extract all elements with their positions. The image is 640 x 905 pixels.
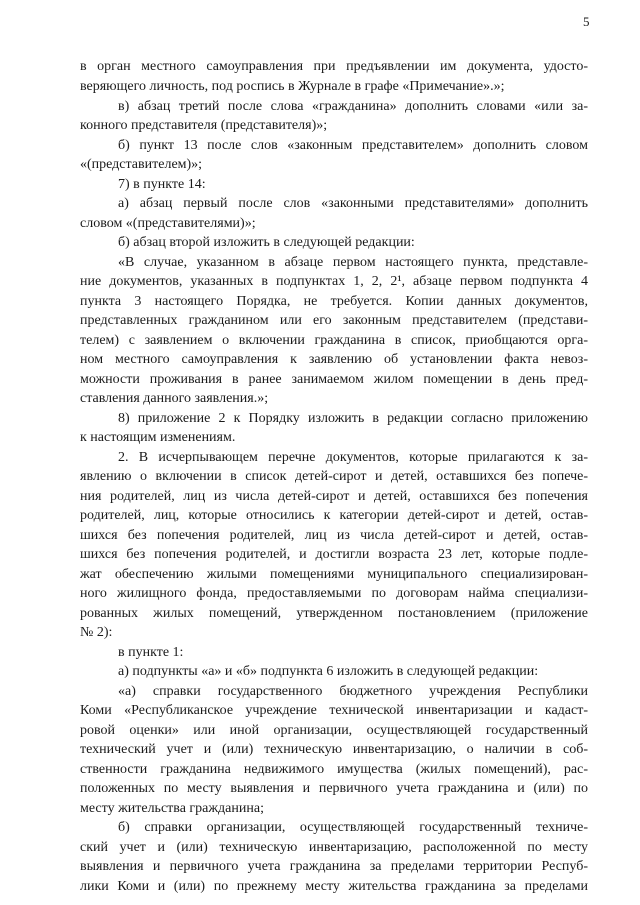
text-line: б) справки организации, осуществляющей государственный техниче- bbox=[118, 820, 588, 835]
text-line: рованных жилых помещений, утвержденном постановлением (приложение bbox=[80, 606, 588, 621]
text-line: № 2): bbox=[80, 625, 113, 640]
text-line: положенных по месту выявления и первичного учета гражданина и (или) по bbox=[80, 781, 588, 796]
text-line: пункта 3 настоящего Порядка, не требуется. Копии данных документов, bbox=[80, 294, 588, 309]
text-line: жат обеспечению жилыми помещениями муниципального специализирован- bbox=[80, 567, 588, 582]
text-line: лики Коми и (или) по прежнему месту жительства гражданина за пределами bbox=[80, 879, 588, 894]
text-line: выявления и первичного учета гражданина за пределами территории Респуб- bbox=[80, 859, 588, 874]
text-line: шихся без попечения родителей, и достигли возраста 23 лет, которые подле- bbox=[80, 547, 588, 562]
text-line: месту жительства гражданина; bbox=[80, 801, 264, 816]
text-line: шихся без попечения родителей, лиц из числа детей-сирот и детей, остав- bbox=[80, 528, 588, 543]
text-line: веряющего личность, под роспись в Журнале в графе «Примечание».»; bbox=[80, 79, 505, 94]
text-line: телем) с заявлением о включении гражданина в список, приобщаются орга- bbox=[80, 333, 588, 348]
text-line: «а) справки государственного бюджетного учреждения Республики bbox=[118, 684, 588, 699]
text-line: в) абзац третий после слова «гражданина» дополнить словами «или за- bbox=[118, 99, 588, 114]
text-line: технический учет и (или) техническую инвентаризацию, о наличии в соб- bbox=[80, 742, 588, 757]
text-line: 8) приложение 2 к Порядку изложить в редакции согласно приложению bbox=[118, 411, 588, 426]
text-line: «В случае, указанном в абзаце первом настоящего пункта, представле- bbox=[118, 255, 588, 270]
text-line: можности проживания в ранее занимаемом жилом помещении в день пред- bbox=[80, 372, 588, 387]
text-line: ственности гражданина недвижимого имущества (жилых помещений), рас- bbox=[80, 762, 588, 777]
text-line: словом «(представителями)»; bbox=[80, 216, 256, 231]
text-line: ном местного самоуправления к заявлению об установлении факта невоз- bbox=[80, 352, 588, 367]
text-line: представленных гражданином или его законным представителем (представи- bbox=[80, 313, 588, 328]
text-line: конного представителя (представителя)»; bbox=[80, 118, 328, 133]
text-line: к настоящим изменениям. bbox=[80, 430, 236, 445]
text-line: ровой оценки» или иной организации, осуществляющей государственный bbox=[80, 723, 588, 738]
text-line: в орган местного самоуправления при предъявлении им документа, удосто- bbox=[80, 59, 588, 74]
text-line: б) пункт 13 после слов «законным представителем» дополнить словом bbox=[118, 138, 588, 153]
page-number: 5 bbox=[583, 14, 590, 29]
text-line: родителей, лиц, которые относились к категории детей-сирот и детей, остав- bbox=[80, 508, 588, 523]
text-line: ский учет и (или) техническую инвентаризацию, расположенной по месту bbox=[80, 840, 588, 855]
text-line: ставления данного заявления.»; bbox=[80, 391, 269, 406]
text-line: б) абзац второй изложить в следующей редакции: bbox=[118, 235, 415, 250]
text-line: 2. В исчерпывающем перечне документов, которые прилагаются к за- bbox=[118, 450, 588, 465]
text-line: явлению о включении в список детей-сирот и детей, оставшихся без попече- bbox=[80, 469, 588, 484]
text-line: а) подпункты «а» и «б» подпункта 6 изложить в следующей редакции: bbox=[118, 664, 539, 679]
text-line: ного жилищного фонда, предоставляемыми по договорам найма специализи- bbox=[80, 586, 588, 601]
text-line: Коми «Республиканское учреждение технической инвентаризации и кадаст- bbox=[80, 703, 588, 718]
text-line: 7) в пункте 14: bbox=[118, 177, 206, 192]
text-line: ние документов, указанных в подпунктах 1, 2, 2¹, абзаце первом подпункта 4 bbox=[80, 274, 588, 289]
text-line: «(представителем)»; bbox=[80, 157, 203, 172]
text-line: а) абзац первый после слов «законными представителями» дополнить bbox=[118, 196, 588, 211]
text-line: в пункте 1: bbox=[118, 645, 184, 660]
text-line: ния родителей, лиц из числа детей-сирот и детей, оставшихся без попечения bbox=[80, 489, 588, 504]
